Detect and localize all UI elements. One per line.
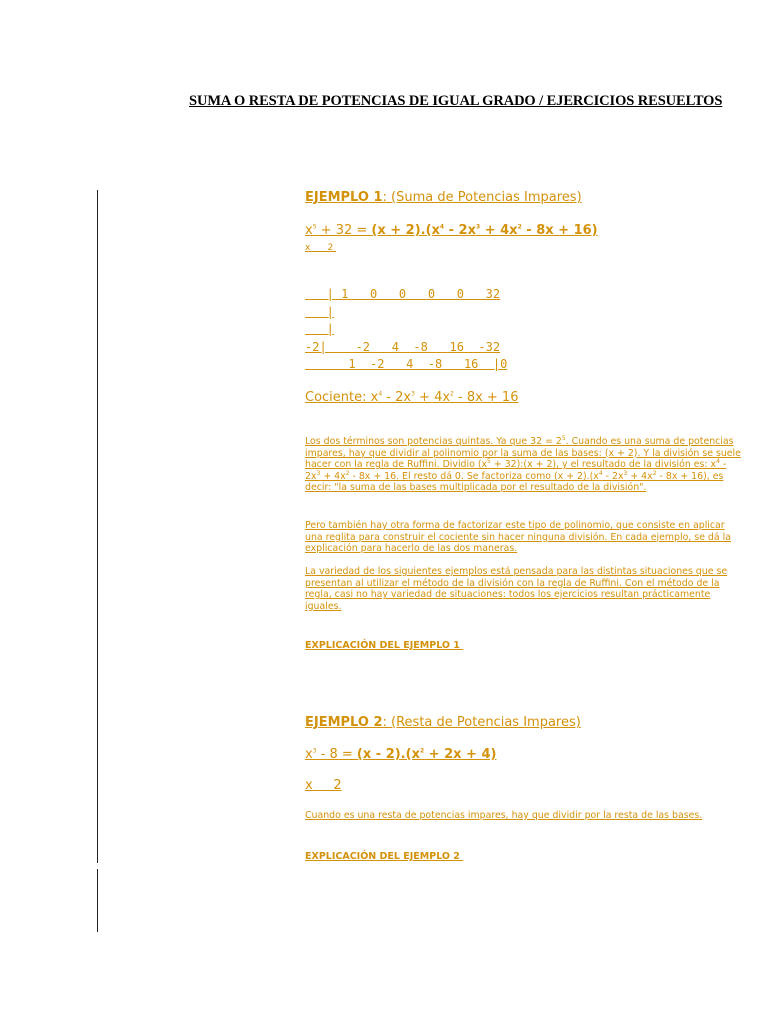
ruffini-row-1[interactable]: | 1 0 0 0 0 32 xyxy=(305,287,501,301)
ejemplo-1-label[interactable]: EJEMPLO 1 xyxy=(305,190,383,205)
ejemplo-2-heading[interactable] xyxy=(305,715,581,730)
ejemplo-1-note-line[interactable]: x 2 xyxy=(305,243,337,253)
ejemplo-1-heading[interactable] xyxy=(305,190,582,205)
left-border-line-lower xyxy=(97,869,98,932)
ruffini-row-2[interactable]: | xyxy=(305,305,334,319)
ejemplo-1-variety-paragraph[interactable]: La variedad de los siguientes ejemplos está pensada para las distintas situaciones que se presentan al utilizar el método de la división con la regla de Ruffini. Con el método de la regla, casi no hay variedad de situaciones: todos los ejercicios resultan prácticamente iguales. xyxy=(305,566,728,612)
ejemplo-1-explanation-paragraph[interactable]: Los dos términos son potencias quintas. Ya que $32 = 2^5$. Cuando es una suma de potencias impares, hay que dividir al polinomio por la suma de las bases: (x + 2). Y la división se suele hacer con la regla de Ruffini. Dividio ($x^5$ + 32):(x + 2), y el resultado de la división es: $x^4 - 2x^3 + 4x^2 - 8x + 16$. El resto dá 0. Se factoriza como $(x + 2).(x^4 - 2x^3 + 4x^2 - 8x + 16)$, es decir: "la suma de las bases multiplicada por el resultado de la división". xyxy=(305,434,741,494)
ruffini-row-3[interactable]: | xyxy=(305,322,334,336)
page-title: SUMA O RESTA DE POTENCIAS DE IGUAL GRADO / EJERCICIOS RESUELTOS xyxy=(189,93,723,109)
explicacion-ejemplo-1-link[interactable]: EXPLICACIÓN DEL EJEMPLO 1 xyxy=(305,640,464,651)
ejemplo-1-equation[interactable]: $x^5 + 32 = (x + 2).(x^4 - 2x^3 + 4x^2 - 8x + 16)$ xyxy=(305,223,598,238)
ejemplo-2-note-line[interactable]: x 2 xyxy=(305,778,342,793)
ejemplo-2-explanation-paragraph[interactable]: Cuando es una resta de potencias impares, hay que dividir por la resta de las bases. xyxy=(305,810,703,821)
ejemplo-2-label[interactable]: EJEMPLO 2 xyxy=(305,715,383,730)
ruffini-row-4[interactable]: -2| -2 4 -8 16 -32 xyxy=(305,340,501,354)
ejemplo-2-subtitle[interactable]: : (Resta de Potencias Impares) xyxy=(382,715,581,730)
explicacion-ejemplo-2-link[interactable]: EXPLICACIÓN DEL EJEMPLO 2 xyxy=(305,851,464,862)
ruffini-row-5[interactable]: 1 -2 4 -8 16 |0 xyxy=(305,357,508,371)
ejemplo-1-cociente[interactable]: Cociente: $x^4 - 2x^3 + 4x^2 - 8x + 16$ xyxy=(305,390,519,405)
left-border-line xyxy=(97,190,98,863)
ejemplo-1-subtitle[interactable]: : (Suma de Potencias Impares) xyxy=(382,190,582,205)
ejemplo-1-alternative-paragraph[interactable]: Pero también hay otra forma de factorizar este tipo de polinomio, que consiste en aplicar una reglita para construir el cociente sin hacer ninguna división. En cada ejemplo, se dá la explicación para hacerlo de las dos maneras. xyxy=(305,520,731,555)
ejemplo-2-equation[interactable]: $x^3 - 8 = (x - 2).(x^2 + 2x + 4)$ xyxy=(305,747,497,762)
